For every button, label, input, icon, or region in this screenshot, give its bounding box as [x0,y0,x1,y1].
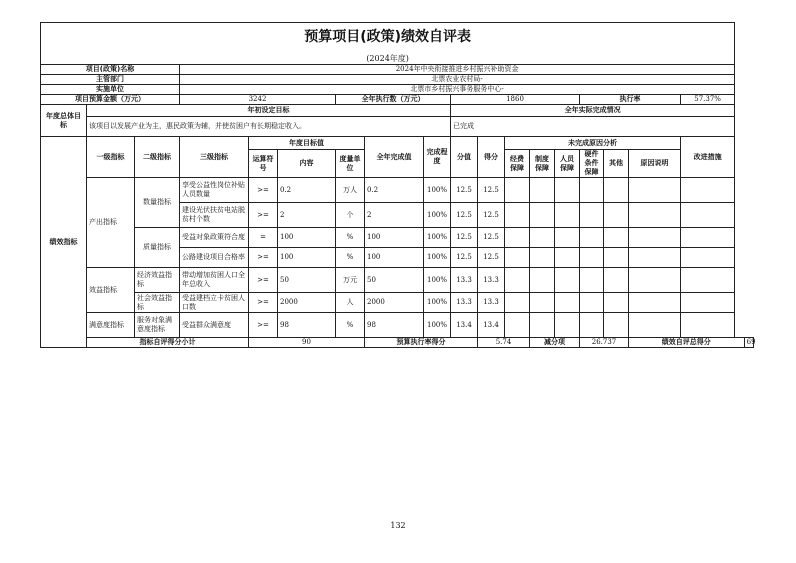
group-economic: 经济效益指标 [135,268,180,293]
indicator-name: 受益建档立卡贫困人口数 [180,293,249,313]
got-score-cell: 13.3 [478,293,505,313]
unit-cell: % [336,248,365,268]
group-satisfaction: 满意度指标 [87,313,135,338]
value-cell: 2 [365,203,424,228]
incomplete-analysis-header: 未完成原因分析 [505,137,681,150]
empty-cell [530,228,555,248]
exec-score-value: 5.74 [478,338,530,348]
empty-cell [681,203,735,228]
empty-cell [505,313,530,338]
self-evaluation-form [40,22,754,348]
empty-cell [555,228,580,248]
completion-cell: 100% [424,268,451,293]
exec-amount-label: 全年执行数（万元） [336,95,451,105]
impl-unit-value: 北票市乡村振兴事务服务中心- [180,85,735,95]
empty-cell [604,178,629,203]
indicator-name: 受益群众满意度 [180,313,249,338]
content-header: 内容 [278,150,336,178]
empty-cell [604,268,629,293]
project-name-value: 2024年中央衔接推进乡村振兴补助资金 [180,65,735,75]
performance-indicators-label: 绩效指标 [41,137,87,348]
empty-cell [505,228,530,248]
empty-cell [604,228,629,248]
page-number: 132 [390,521,406,530]
exec-score-label: 预算执行率得分 [365,338,478,348]
unit-cell: % [336,228,365,248]
exec-rate-label: 执行率 [580,95,681,105]
empty-cell [681,268,735,293]
empty-cell [580,313,604,338]
full-year-value-header: 全年完成值 [365,137,424,178]
value-cell: 50 [365,268,424,293]
level2-header: 二级指标 [135,137,180,178]
year-label: (2024年度) [41,52,735,65]
score-cell: 12.5 [451,228,478,248]
actual-completion-header: 全年实际完成情况 [451,105,735,117]
indicator-name: 带动增加贫困人口全年总收入 [180,268,249,293]
score-cell: 12.5 [451,203,478,228]
empty-cell [505,178,530,203]
overall-goal-label: 年度总体目标 [41,105,87,137]
operator-header: 运算符号 [249,150,278,178]
empty-cell [604,248,629,268]
empty-cell [629,293,681,313]
reason-header: 原因说明 [629,150,681,178]
indicator-name: 享受公益性岗位补贴人员数量 [180,178,249,203]
exec-amount-value: 1860 [451,95,580,105]
table-row [41,178,754,203]
empty-cell [530,268,555,293]
group-benefit: 效益指标 [87,268,135,313]
empty-cell [629,313,681,338]
got-score-cell: 12.5 [478,228,505,248]
got-score-cell: 13.4 [478,313,505,338]
total-score-label: 绩效自评总得分 [629,338,745,348]
empty-cell [681,178,735,203]
empty-cell [629,268,681,293]
table-row [41,313,754,338]
table-row [41,268,754,293]
project-name-label: 项目(政策)名称 [41,65,180,75]
score-cell: 12.5 [451,178,478,203]
unit-cell: 个 [336,203,365,228]
empty-cell [604,293,629,313]
empty-cell [629,203,681,228]
level3-header: 三级指标 [180,137,249,178]
score-cell: 12.5 [451,248,478,268]
empty-cell [505,293,530,313]
empty-cell [555,268,580,293]
content-cell: 100 [278,248,336,268]
operator-cell: >= [249,178,278,203]
total-score-value: 69 [744,338,753,348]
improvement-header: 改进措施 [681,137,735,178]
value-cell: 2000 [365,293,424,313]
empty-cell [555,313,580,338]
content-cell: 0.2 [278,178,336,203]
empty-cell [604,203,629,228]
got-score-cell: 12.5 [478,178,505,203]
operator-cell: >= [249,293,278,313]
initial-goal-header: 年初设定目标 [87,105,451,117]
empty-cell [505,268,530,293]
empty-cell [681,228,735,248]
empty-cell [629,178,681,203]
dept-label: 主管部门 [41,75,180,85]
score-cell: 13.3 [451,268,478,293]
content-cell: 2000 [278,293,336,313]
score-cell: 13.3 [451,293,478,313]
got-score-cell: 13.3 [478,268,505,293]
operator-cell: >= [249,203,278,228]
level1-header: 一级指标 [87,137,135,178]
exec-rate-value: 57.37% [681,95,735,105]
system-header: 制度保障 [530,150,555,178]
score-header: 分值 [451,137,478,178]
unit-cell: % [336,313,365,338]
empty-cell [530,293,555,313]
group-quality: 质量指标 [135,228,180,268]
empty-cell [580,178,604,203]
annual-target-header: 年度目标值 [249,137,365,150]
value-cell: 98 [365,313,424,338]
empty-cell [530,203,555,228]
empty-cell [580,203,604,228]
empty-cell [505,203,530,228]
dept-value: 北票农业农村局- [180,75,735,85]
group-output: 产出指标 [87,178,135,268]
page-title: 预算项目(政策)绩效自评表 [41,23,735,53]
group-service: 服务对象满意度指标 [135,313,180,338]
content-cell: 98 [278,313,336,338]
indicator-name: 公路建设项目合格率 [180,248,249,268]
table-row [41,228,754,248]
completion-cell: 100% [424,203,451,228]
got-score-cell: 12.5 [478,203,505,228]
empty-cell [530,178,555,203]
got-score-header: 得分 [478,137,505,178]
value-cell: 100 [365,248,424,268]
empty-cell [681,313,735,338]
empty-cell [505,248,530,268]
initial-goal-text: 该项目以发展产业为主，惠民政策为辅，并使贫困户有长期稳定收入。 [87,117,451,137]
group-social: 社会效益指标 [135,293,180,313]
subtotal-label: 指标自评得分小计 [87,338,249,348]
empty-cell [555,248,580,268]
operator-cell: >= [249,313,278,338]
deduct-value: 26.737 [580,338,629,348]
unit-cell: 人 [336,293,365,313]
operator-cell: >= [249,268,278,293]
empty-cell [681,293,735,313]
completion-cell: 100% [424,228,451,248]
empty-cell [530,248,555,268]
content-cell: 100 [278,228,336,248]
unit-cell: 万人 [336,178,365,203]
unit-cell: 万元 [336,268,365,293]
empty-cell [580,268,604,293]
value-cell: 100 [365,228,424,248]
empty-cell [555,178,580,203]
subtotal-value: 90 [249,338,365,348]
empty-cell [555,293,580,313]
empty-cell [604,313,629,338]
completion-header: 完成程度 [424,137,451,178]
deduct-label: 减分项 [530,338,580,348]
personnel-header: 人员保障 [555,150,580,178]
completion-cell: 100% [424,293,451,313]
other-header: 其他 [604,150,629,178]
content-cell: 50 [278,268,336,293]
operator-cell: >= [249,248,278,268]
empty-cell [681,248,735,268]
empty-cell [555,203,580,228]
evaluation-table [40,22,754,348]
value-cell: 0.2 [365,178,424,203]
content-cell: 2 [278,203,336,228]
funding-header: 经费保障 [505,150,530,178]
budget-label: 项目预算金额（万元） [41,95,180,105]
got-score-cell: 12.5 [478,248,505,268]
impl-unit-label: 实施单位 [41,85,180,95]
unit-header: 度量单位 [336,150,365,178]
indicator-name: 受益对象政策符合度 [180,228,249,248]
completion-cell: 100% [424,178,451,203]
group-quantity: 数量指标 [135,178,180,228]
empty-cell [629,228,681,248]
empty-cell [580,248,604,268]
table-row [41,293,754,313]
completion-cell: 100% [424,248,451,268]
budget-value: 3242 [180,95,336,105]
score-cell: 13.4 [451,313,478,338]
empty-cell [530,313,555,338]
empty-cell [580,293,604,313]
empty-cell [580,228,604,248]
operator-cell: = [249,228,278,248]
hardware-header: 硬件条件保障 [580,150,604,178]
completion-cell: 100% [424,313,451,338]
indicator-name: 建设光伏扶贫电站脱贫村个数 [180,203,249,228]
actual-completion-text: 已完成 [451,117,735,137]
empty-cell [629,248,681,268]
